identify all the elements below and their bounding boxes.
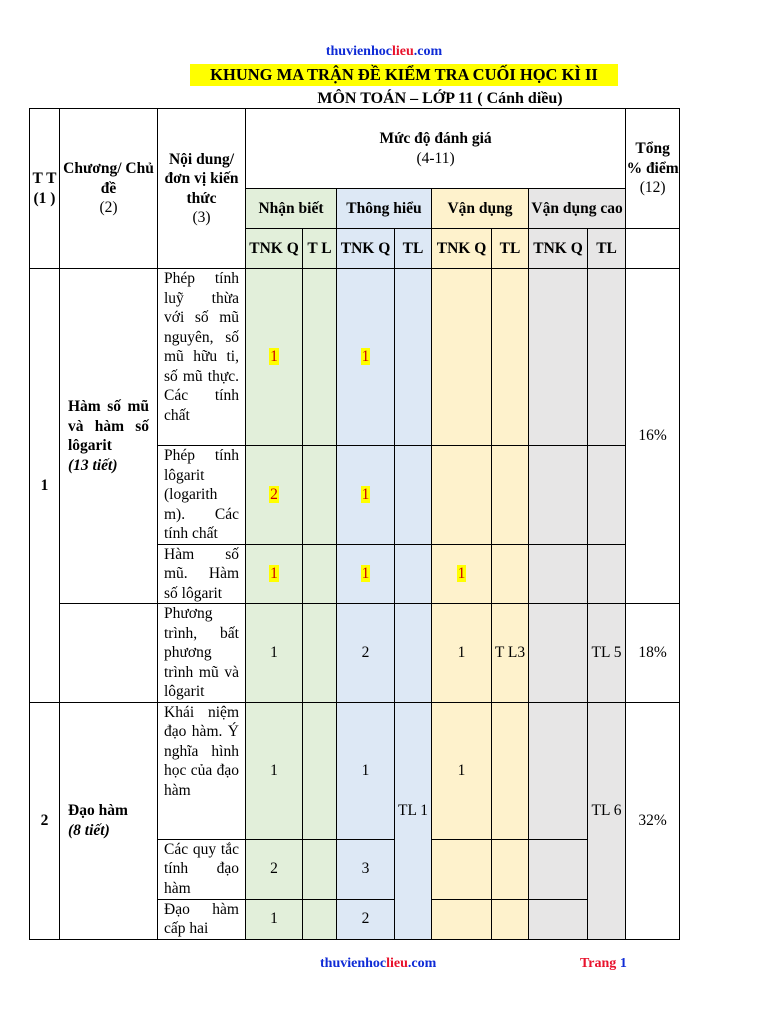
site-link-highlight: lieu xyxy=(391,44,414,59)
group2-total: 32% xyxy=(626,702,680,939)
group1-row3-nb-tnkq xyxy=(246,544,303,604)
header-topic-label: Chương/ Chủ đề xyxy=(63,160,154,197)
group2-row2-vdc-tnkq xyxy=(529,839,588,899)
highlighted-value: 1 xyxy=(361,565,370,582)
group2-row1-vdc-tnkq xyxy=(529,702,588,839)
document-title: KHUNG MA TRẬN ĐỀ KIỂM TRA CUỐI HỌC KÌ II xyxy=(190,64,618,86)
highlighted-value: 2 xyxy=(270,486,278,503)
subcol-vd-tl: TL xyxy=(492,229,529,269)
group2-row1-nb-tnkq: 1 xyxy=(246,702,303,839)
group1-row1-vd-tl xyxy=(492,269,529,446)
subcol-nb-tl: T L xyxy=(303,229,337,269)
group1-row3-content: Hàm số mũ. Hàm số lôgarit xyxy=(158,544,246,604)
group1-topic-continuation xyxy=(60,604,158,703)
group1-row1-content: Phép tính luỹ thừa với số mũ nguyên, số mũ hữu ti, số mũ thực. Các tính chất xyxy=(158,269,246,446)
level-nhan-biet: Nhận biết xyxy=(246,189,337,229)
group2-row1-nb-tl xyxy=(303,702,337,839)
subcol-nb-tnkq: TNK Q xyxy=(246,229,303,269)
subcol-vd-tnkq: TNK Q xyxy=(432,229,492,269)
page-number-label xyxy=(580,956,627,972)
group2-row3-vdc-tnkq xyxy=(529,899,588,939)
footer-link-highlight: lieu xyxy=(386,956,408,971)
level-thong-hieu: Thông hiểu xyxy=(337,189,432,229)
highlighted-value: 1 xyxy=(361,486,370,503)
group1-row4-nb-tl xyxy=(303,604,337,703)
group1-row2-vdc-tl xyxy=(588,446,626,545)
group2-topic-name: Đạo hàm xyxy=(68,802,128,819)
site-link-prefix: thuvienhoc xyxy=(325,44,392,59)
site-link-header[interactable] xyxy=(0,44,768,60)
page-label-text: Trang xyxy=(580,956,617,971)
group2-topic xyxy=(60,702,158,939)
header-content-label: Nội dung/đơn vị kiến thức xyxy=(164,150,239,207)
group2-row3-nb-tl xyxy=(303,899,337,939)
group1-topic-name: Hàm số mũ và hàm số lôgarit xyxy=(68,398,149,454)
group2-row3-th-tnkq: 2 xyxy=(337,899,395,939)
group1-row2-vd-tnkq xyxy=(432,446,492,545)
group1-row4-th-tnkq: 2 xyxy=(337,604,395,703)
group1-row1-vdc-tl xyxy=(588,269,626,446)
table-row xyxy=(30,269,680,446)
group1-row1-th-tl xyxy=(395,269,432,446)
group1-total-b: 18% xyxy=(626,604,680,703)
group1-total-a: 16% xyxy=(626,269,680,604)
subcol-total-empty xyxy=(626,229,680,269)
header-topic xyxy=(60,109,158,269)
group1-row2-vdc-tnkq xyxy=(529,446,588,545)
footer-link-prefix: thuvienhoc xyxy=(320,956,387,971)
subcol-vdc-tnkq: TNK Q xyxy=(529,229,588,269)
group2-th-tl: TL 1 xyxy=(395,702,432,939)
subcol-th-tnkq: TNK Q xyxy=(337,229,395,269)
header-tt xyxy=(30,109,60,269)
group1-row2-th-tl xyxy=(395,446,432,545)
highlighted-value: 1 xyxy=(270,565,278,582)
header-total-number: (12) xyxy=(639,179,666,197)
group1-row3-th-tl xyxy=(395,544,432,604)
group1-row1-vd-tnkq xyxy=(432,269,492,446)
subcol-th-tl: TL xyxy=(395,229,432,269)
group1-row2-th-tnkq xyxy=(337,446,395,545)
group1-row2-nb-tnkq xyxy=(246,446,303,545)
group1-row4-vdc-tl: TL 5 xyxy=(588,604,626,703)
group1-row3-vdc-tl xyxy=(588,544,626,604)
group2-row2-th-tnkq: 3 xyxy=(337,839,395,899)
group1-row3-vdc-tnkq xyxy=(529,544,588,604)
site-link-suffix: .com xyxy=(413,44,443,59)
header-level-label: Mức độ đánh giá xyxy=(379,130,492,147)
highlighted-value: 1 xyxy=(270,348,278,366)
group1-row4-vd-tnkq: 1 xyxy=(432,604,492,703)
header-level-number: (4-11) xyxy=(416,149,455,167)
group1-tt: 1 xyxy=(30,269,60,703)
group1-row2-vd-tl xyxy=(492,446,529,545)
level-van-dung: Vận dụng xyxy=(432,189,529,229)
group1-topic-hours: (13 tiết) xyxy=(68,456,118,474)
header-total xyxy=(626,109,680,229)
group2-row3-vd-tnkq xyxy=(432,899,492,939)
group1-row4-vdc-tnkq xyxy=(529,604,588,703)
group1-row3-nb-tl xyxy=(303,544,337,604)
group1-row1-th-tnkq xyxy=(337,269,395,446)
group2-row2-nb-tnkq: 2 xyxy=(246,839,303,899)
group2-row1-content: Khái niệm đạo hàm. Ý nghĩa hình học của đạo hàm xyxy=(158,702,246,839)
footer-link-suffix: .com xyxy=(407,956,437,971)
group1-row2-nb-tl xyxy=(303,446,337,545)
group2-row3-content: Đạo hàm cấp hai xyxy=(158,899,246,939)
header-total-label: Tổng % điểm xyxy=(626,140,679,177)
group1-row4-nb-tnkq: 1 xyxy=(246,604,303,703)
group1-row3-vd-tnkq xyxy=(432,544,492,604)
group2-row2-content: Các quy tắc tính đạo hàm xyxy=(158,839,246,899)
group2-row3-nb-tnkq: 1 xyxy=(246,899,303,939)
subcol-vdc-tl: TL xyxy=(588,229,626,269)
table-row xyxy=(30,702,680,839)
group2-topic-hours: (8 tiết) xyxy=(68,821,110,839)
site-link-footer[interactable] xyxy=(320,956,436,972)
table-row xyxy=(30,604,680,703)
group2-row3-vd-tl xyxy=(492,899,529,939)
header-tt-label: T T (1 ) xyxy=(32,170,57,207)
group1-topic xyxy=(60,269,158,604)
group1-row1-vdc-tnkq xyxy=(529,269,588,446)
header-level xyxy=(246,109,626,189)
group1-row3-th-tnkq xyxy=(337,544,395,604)
group1-row3-vd-tl xyxy=(492,544,529,604)
level-van-dung-cao: Vận dụng cao xyxy=(529,189,626,229)
group2-row2-vd-tl xyxy=(492,839,529,899)
group1-row4-content: Phương trình, bất phương trình mũ và lôgarit xyxy=(158,604,246,703)
group1-row2-content: Phép tính lôgarit (logarith m). Các tính chất xyxy=(158,446,246,545)
header-topic-number: (2) xyxy=(99,199,118,217)
group2-vdc-tl: TL 6 xyxy=(588,702,626,939)
group2-tt: 2 xyxy=(30,702,60,939)
page-number: 1 xyxy=(619,956,627,971)
assessment-matrix-table xyxy=(29,108,680,940)
group2-row2-vd-tnkq xyxy=(432,839,492,899)
highlighted-value: 1 xyxy=(457,565,466,582)
group2-row1-vd-tnkq: 1 xyxy=(432,702,492,839)
document-subtitle: MÔN TOÁN – LỚP 11 ( Cánh diều) xyxy=(317,90,563,107)
group2-row1-vd-tl xyxy=(492,702,529,839)
group1-row4-vd-tl: T L3 xyxy=(492,604,529,703)
group2-row1-th-tnkq: 1 xyxy=(337,702,395,839)
group2-row2-nb-tl xyxy=(303,839,337,899)
group1-row1-nb-tl xyxy=(303,269,337,446)
header-content-number: (3) xyxy=(192,209,211,226)
header-content xyxy=(158,109,246,269)
group1-row1-nb-tnkq xyxy=(246,269,303,446)
group1-row4-th-tl xyxy=(395,604,432,703)
highlighted-value: 1 xyxy=(361,348,370,366)
